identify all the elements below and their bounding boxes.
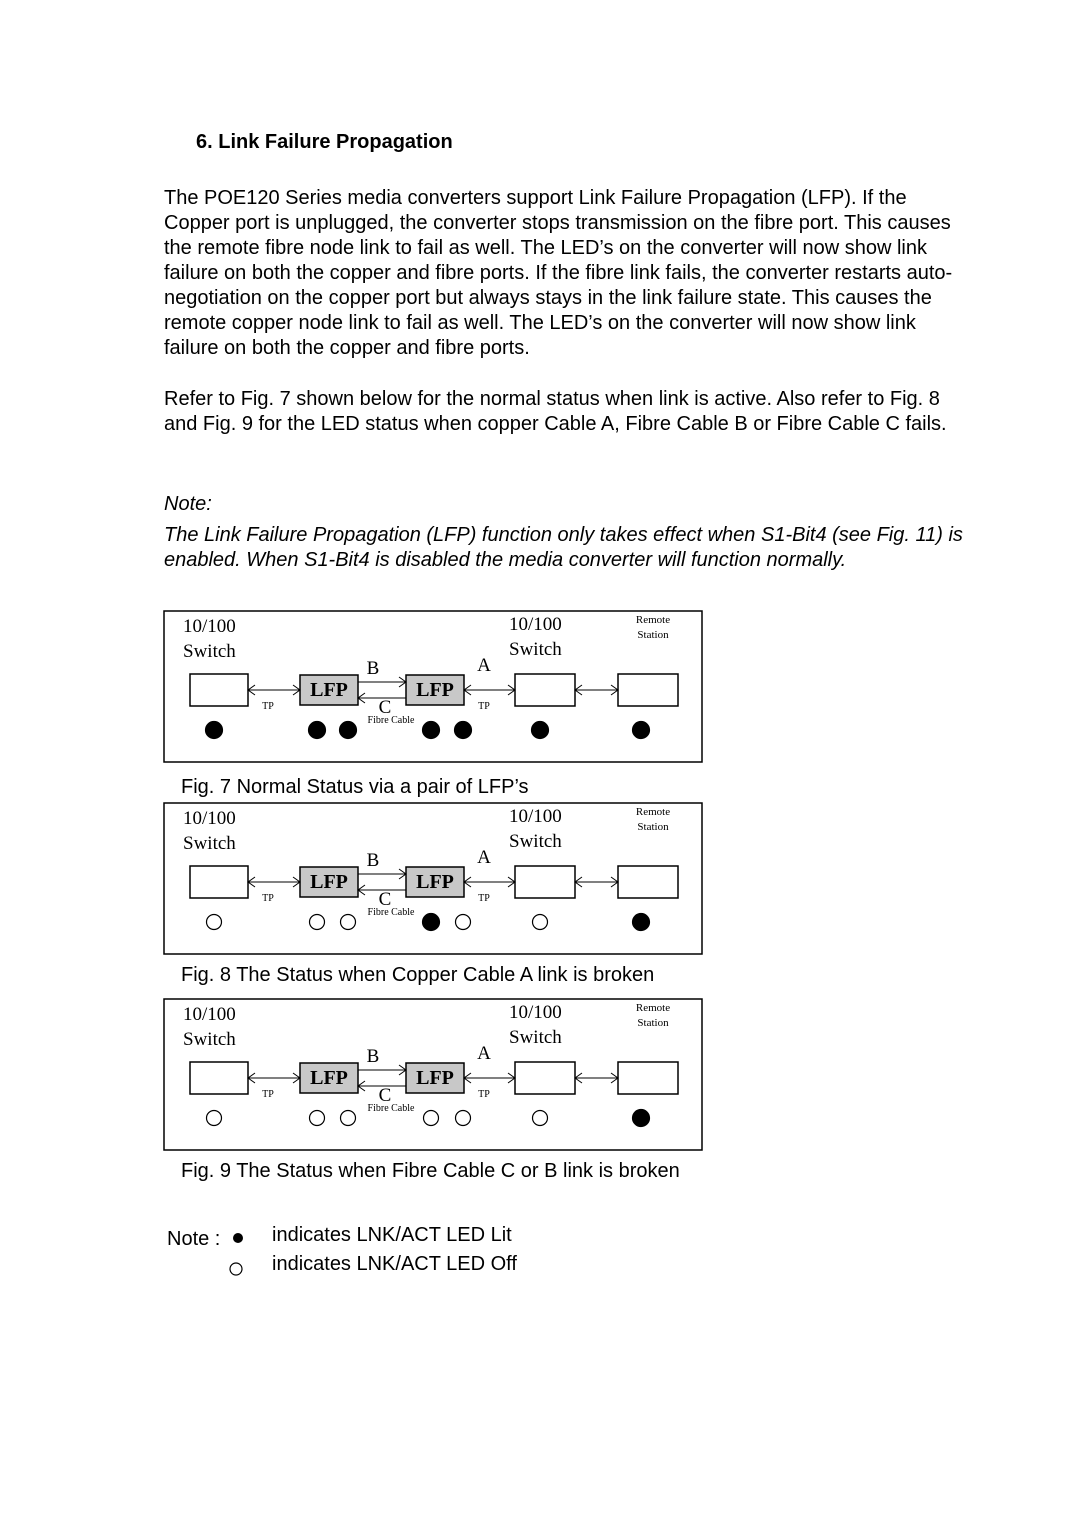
local-speed-label: 10/100 [183, 1004, 236, 1025]
figure-8-caption: Fig. 8 The Status when Copper Cable A link is broken [181, 964, 655, 986]
remote-label: Remote [635, 1002, 671, 1014]
local-switch-box [190, 866, 248, 898]
remote-speed-label: 10/100 [509, 806, 562, 827]
remote-speed-label: 10/100 [509, 614, 562, 635]
note-text: The Link Failure Propagation (LFP) function only takes effect when S1-Bit4 (see Fig. 11) is enabled. When S1-Bit4 is disabled the media converter will function normally. [164, 524, 963, 571]
led-off-icon [456, 1111, 471, 1126]
remote-switch-box [515, 1062, 575, 1094]
led-off-icon [310, 915, 325, 930]
led-lit-icon [232, 1232, 244, 1244]
remote-speed-label: 10/100 [509, 1002, 562, 1023]
led-lit-icon [340, 722, 357, 739]
body-paragraph-1: The POE120 Series media converters support Link Failure Propagation (LFP). If the Copper port is unplugged, the converter stops transmission on the fibre port. This causes the remote fibre node link to fail as well. The LED’s on the converter will now show link failure on both the copper and fibre ports. If the fibre link fails, the converter restarts auto-negotiation on the copper port but always stays in the link failure state. This causes the remote copper node link to fail as well. The LED’s on the converter will now show link failure on both the copper and fibre ports. [164, 187, 953, 359]
legend-off-text: indicates LNK/ACT LED Off [272, 1253, 517, 1275]
local-switch-label: Switch [183, 641, 236, 662]
cable-b-label: B [366, 658, 380, 679]
led-off-icon [229, 1262, 243, 1276]
remote-label: Remote [635, 614, 671, 626]
cable-b-label: B [366, 850, 380, 871]
led-off-icon [424, 1111, 439, 1126]
led-lit-icon [455, 722, 472, 739]
station-label: Station [637, 629, 669, 641]
cable-b-label: B [366, 1046, 380, 1067]
fibre-cable-label: Fibre Cable [367, 1103, 415, 1114]
cable-c-label: C [378, 1085, 392, 1106]
tp-label-left: TP [262, 893, 274, 904]
cable-c-label: C [378, 889, 392, 910]
legend-note-label: Note : [167, 1228, 221, 1250]
remote-station-box [618, 1062, 678, 1094]
led-off-icon [533, 1111, 548, 1126]
led-off-icon [341, 1111, 356, 1126]
section-heading: 6. Link Failure Propagation [196, 131, 453, 153]
remote-switch-box [515, 866, 575, 898]
lfp-label-right: LFP [416, 1067, 454, 1089]
station-label: Station [637, 821, 669, 833]
remote-label: Remote [635, 806, 671, 818]
body-paragraph-2: Refer to Fig. 7 shown below for the normal status when link is active. Also refer to Fig. 8 and Fig. 9 for the LED status when copper Cable A, Fibre Cable B or Fibre Cable C fails. [164, 388, 947, 435]
local-switch-label: Switch [183, 1029, 236, 1050]
remote-station-box [618, 674, 678, 706]
cable-a-label: A [477, 847, 491, 868]
cable-c-label: C [378, 697, 392, 718]
led-lit-icon [423, 914, 440, 931]
fibre-cable-label: Fibre Cable [367, 715, 415, 726]
led-off-icon [341, 915, 356, 930]
led-off-icon [207, 915, 222, 930]
local-speed-label: 10/100 [183, 808, 236, 829]
tp-label-right: TP [478, 1089, 490, 1100]
led-off-icon [207, 1111, 222, 1126]
led-lit-icon [633, 722, 650, 739]
tp-label-left: TP [262, 1089, 274, 1100]
led-lit-icon [633, 1110, 650, 1127]
remote-switch-label: Switch [509, 1027, 562, 1048]
tp-label-right: TP [478, 893, 490, 904]
legend-lit-text: indicates LNK/ACT LED Lit [272, 1224, 512, 1246]
figure-7-caption: Fig. 7 Normal Status via a pair of LFP’s [181, 776, 529, 798]
figure-9-diagram [163, 998, 703, 1151]
cable-a-label: A [477, 1043, 491, 1064]
remote-station-box [618, 866, 678, 898]
led-lit-icon [532, 722, 549, 739]
lfp-label-left: LFP [310, 1067, 348, 1089]
led-lit-icon [206, 722, 223, 739]
remote-switch-box [515, 674, 575, 706]
local-speed-label: 10/100 [183, 616, 236, 637]
local-switch-box [190, 674, 248, 706]
remote-switch-label: Switch [509, 831, 562, 852]
tp-label-left: TP [262, 701, 274, 712]
cable-a-label: A [477, 655, 491, 676]
led-lit-icon [309, 722, 326, 739]
figure-8-diagram [163, 802, 703, 955]
lfp-label-left: LFP [310, 871, 348, 893]
local-switch-label: Switch [183, 833, 236, 854]
lfp-label-right: LFP [416, 871, 454, 893]
local-switch-box [190, 1062, 248, 1094]
remote-switch-label: Switch [509, 639, 562, 660]
led-lit-icon [633, 914, 650, 931]
station-label: Station [637, 1017, 669, 1029]
led-off-icon [456, 915, 471, 930]
figure-7-diagram [163, 610, 703, 763]
lfp-label-left: LFP [310, 679, 348, 701]
led-lit-icon [423, 722, 440, 739]
led-off-icon [533, 915, 548, 930]
lfp-label-right: LFP [416, 679, 454, 701]
figure-9-caption: Fig. 9 The Status when Fibre Cable C or B link is broken [181, 1160, 680, 1182]
note-label: Note: [164, 493, 212, 515]
fibre-cable-label: Fibre Cable [367, 907, 415, 918]
tp-label-right: TP [478, 701, 490, 712]
led-off-icon [310, 1111, 325, 1126]
